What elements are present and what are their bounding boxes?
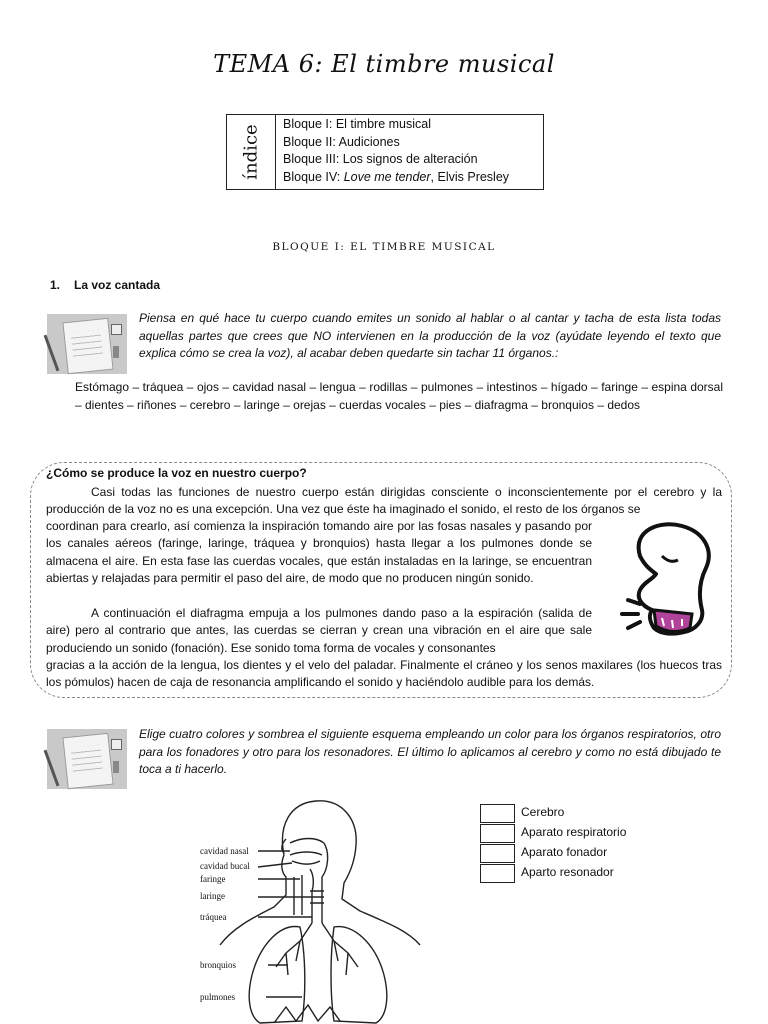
legend-item-respiratorio: Aparato respiratorio [480, 824, 680, 843]
voice-paragraph: Casi todas las funciones de nuestro cuerpo están dirigidas consciente o inconscientemente por el cerebro y la producción de la voz no es una excepción. Una vez que éste ha imaginado el sonido, el resto de los órganos se [46, 485, 722, 517]
singing-head-icon [602, 518, 726, 648]
block-heading: BLOQUE I: EL TIMBRE MUSICAL [272, 241, 496, 253]
index-item: Bloque IV: Love me tender, Elvis Presley [283, 169, 510, 184]
instruction-text: Piensa en qué hace tu cuerpo cuando emites un sonido al hablar o al cantar y tacha de esta lista todas aquellas partes que crees que NO intervienen en la producción de la voz (ayúdate leyendo el texto que explica cómo se crea la voz), al acabar deben quedarte sin tachar 11 órganos.: [139, 311, 721, 360]
diagram-label: pulmones [200, 992, 235, 1002]
page-title: TEMA 6: El timbre musical [213, 50, 555, 78]
index-item: Bloque III: Los signos de alteración [283, 152, 478, 166]
voice-box-title: ¿Cómo se produce la voz en nuestro cuerpo? [46, 466, 307, 480]
color-box[interactable] [480, 844, 515, 863]
diagram-label: cavidad bucal [200, 861, 250, 871]
index-list [283, 116, 509, 186]
diagram-label: cavidad nasal [200, 846, 249, 856]
color-box[interactable] [480, 824, 515, 843]
index-item: Bloque II: Audiciones [283, 134, 400, 149]
voice-paragraph: A continuación el diafragma empuja a los pulmones dando paso a la espiración (salida de aire) pero al contrario que antes, las cuerdas se cierran y crean una vibración en el aire que sale produciendo un sonido (fonación). Ese sonido toma forma de vocales y consonantes [46, 606, 592, 655]
section-heading: 1. La voz cantada [50, 278, 161, 292]
diagram-label: laringe [200, 891, 225, 901]
notepad-pencil-icon [47, 314, 127, 374]
respiratory-system-diagram [190, 795, 440, 1024]
index-item: Bloque I: El timbre musical [283, 117, 431, 131]
voice-paragraph: coordinan para crearlo, así comienza la inspiración tomando aire por las fosas nasales y pasando por los canales aéreos (faringe, laringe, tráquea y bronquios) hasta llegar a los pulmones donde se almacena el aire. En esta fase las cuerdas vocales, que están instaladas en la laringe, se encuentran abiertas y relajadas para permitir el paso del aire, de modo que no producen ningún sonido. [46, 519, 592, 585]
index-side-label: índice [227, 115, 276, 189]
instruction-text: Elige cuatro colores y sombrea el siguiente esquema empleando un color para los órganos respiratorios, otro para los fonadores y otro para los resonadores. El último lo aplicamos al cerebro y como no está dibujado te toca a ti hacerlo. [139, 727, 721, 776]
organs-list: Estómago – tráquea – ojos – cavidad nasal – lengua – rodillas – pulmones – intestinos – hígado – faringe – espina dorsal – dientes – riñones – cerebro – laringe – orejas – cuerdas vocales – pies – diafragma – bronquios – dedos [75, 380, 723, 412]
diagram-label: faringe [200, 874, 226, 884]
color-box[interactable] [480, 864, 515, 883]
color-box[interactable] [480, 804, 515, 823]
index-table [226, 114, 544, 190]
diagram-label: bronquios [200, 960, 236, 970]
legend-item-resonador: Aparto resonador [480, 864, 680, 883]
diagram-label: tráquea [200, 912, 227, 922]
voice-paragraph: gracias a la acción de la lengua, los dientes y el velo del paladar. Finalmente el cráneo y los senos maxilares (los huecos tras los pómulos) hacen de caja de resonancia amplificando el sonido y haciéndolo audible para los demás. [46, 658, 722, 690]
notepad-pencil-icon [47, 729, 127, 789]
legend-item-fonador: Aparato fonador [480, 844, 680, 863]
legend-item-cerebro: Cerebro [480, 804, 680, 823]
